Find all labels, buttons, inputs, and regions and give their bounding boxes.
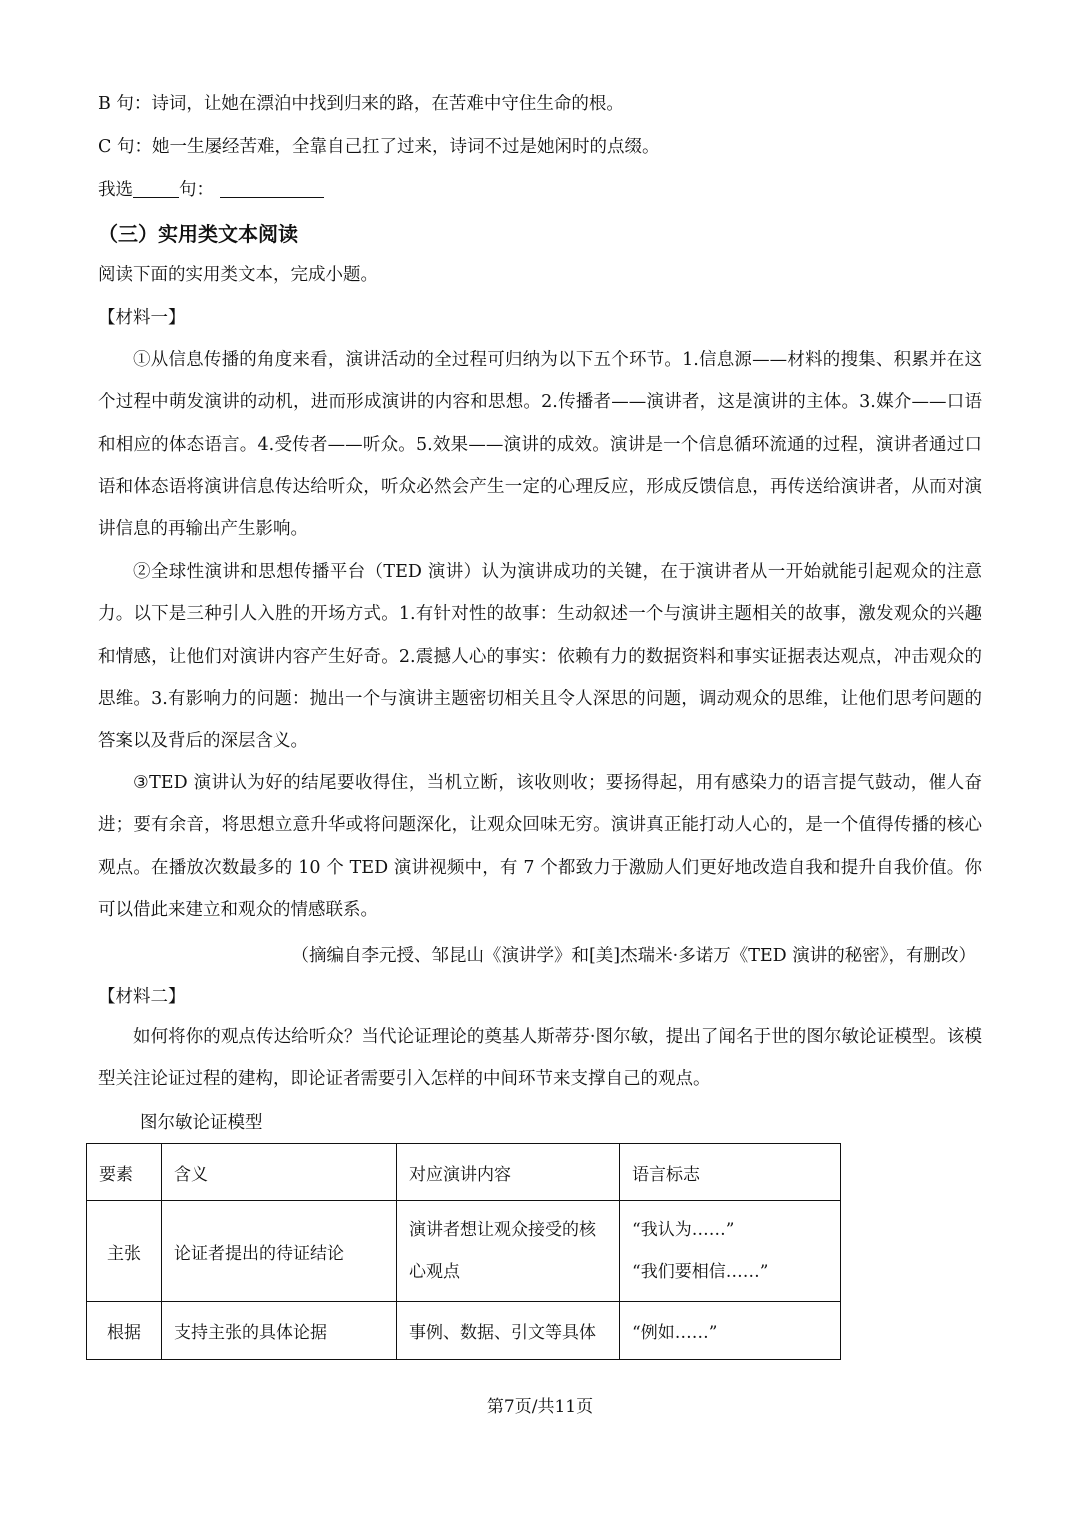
table-header-cell: 要素 xyxy=(87,1144,162,1201)
table-cell-element: 主张 xyxy=(87,1201,162,1302)
table-cell-content: 事例、数据、引文等具体 xyxy=(397,1302,620,1360)
table-row xyxy=(87,1302,841,1360)
toulmin-model-table xyxy=(86,1143,841,1360)
table-header-cell: 对应演讲内容 xyxy=(397,1144,620,1201)
table-cell-markers xyxy=(620,1201,841,1302)
marker-text: “例如……” xyxy=(632,1323,718,1343)
table-cell-markers xyxy=(620,1302,841,1360)
material1-paragraph-2: ②全球性演讲和思想传播平台（TED 演讲）认为演讲成功的关键，在于演讲者从一开始就能引起观众的注意力。以下是三种引人入胜的开场方式。1.有针对性的故事：生动叙述一个与演讲主题相关的故事，激发观众的兴趣和情感，让他们对演讲内容产生好奇。2.震撼人心的事实：依赖有力的数据资料和事实证据表达观点，冲击观众的思维。3.有影响力的问题：抛出一个与演讲主题密切相关且令人深思的问题，调动观众的思维，让他们思考问题的答案以及背后的深层含义。 xyxy=(98,562,982,752)
table-cell-element: 根据 xyxy=(87,1302,162,1360)
table-caption: 图尔敏论证模型 xyxy=(140,1113,263,1133)
option-b: B 句：诗词，让她在漂泊中找到归来的路，在苦难中守住生命的根。 xyxy=(98,94,624,114)
marker-text: “我认为……” xyxy=(632,1220,735,1240)
marker-text: “我们要相信……” xyxy=(632,1262,769,1282)
material1-source: （摘编自李元授、邹昆山《演讲学》和[美]杰瑞米·多诺万《TED 演讲的秘密》，有删改） xyxy=(291,946,976,966)
table-header-cell: 语言标志 xyxy=(620,1144,841,1201)
answer-blank-choice[interactable] xyxy=(133,179,179,198)
section-title: （三）实用类文本阅读 xyxy=(98,222,298,246)
table-row xyxy=(87,1201,841,1302)
material2-paragraph: 如何将你的观点传达给听众？当代论证理论的奠基人斯蒂芬·图尔敏，提出了闻名于世的图尔敏论证模型。该模型关注论证过程的建构，即论证者需要引入怎样的中间环节来支撑自己的观点。 xyxy=(98,1027,982,1090)
material1-paragraph-3: ③TED 演讲认为好的结尾要收得住，当机立断，该收则收；要扬得起，用有感染力的语言提气鼓动，催人奋进；要有余音，将思想立意升华或将问题深化，让观众回味无穷。演讲真正能打动人心的，是一个值得传播的核心观点。在播放次数最多的 10 个 TED 演讲视频中，有 7 个都致力于激励人们更好地改造自我和提升自我价值。你可以借此来建立和观众的情感联系。 xyxy=(98,773,982,920)
table-cell-meaning: 论证者提出的待证结论 xyxy=(162,1201,397,1302)
page-number: 第7页/共11页 xyxy=(486,1397,594,1417)
table-header-cell: 含义 xyxy=(162,1144,397,1201)
material1-heading: 【材料一】 xyxy=(98,308,186,328)
table-header-row xyxy=(87,1144,841,1201)
answer-prefix: 我选 xyxy=(98,180,133,200)
material2-heading: 【材料二】 xyxy=(98,987,186,1007)
answer-blank-sentence[interactable] xyxy=(220,179,324,198)
answer-middle: 句： xyxy=(179,180,214,200)
answer-line xyxy=(98,178,324,202)
material1-paragraph-1: ①从信息传播的角度来看，演讲活动的全过程可归纳为以下五个环节。1.信息源——材料的搜集、积累并在这个过程中萌发演讲的动机，进而形成演讲的内容和思想。2.传播者——演讲者，这是演讲的主体。3.媒介——口语和相应的体态语言。4.受传者——听众。5.效果——演讲的成效。演讲是一个信息循环流通的过程，演讲者通过口语和体态语将演讲信息传达给听众，听众必然会产生一定的心理反应，形成反馈信息，再传送给演讲者，从而对演讲信息的再输出产生影响。 xyxy=(98,350,982,540)
option-c: C 句：她一生屡经苦难，全靠自己扛了过来，诗词不过是她闲时的点缀。 xyxy=(98,137,660,157)
section-instruction: 阅读下面的实用类文本，完成小题。 xyxy=(98,265,378,285)
table-cell-meaning: 支持主张的具体论据 xyxy=(162,1302,397,1360)
table-cell-content: 演讲者想让观众接受的核心观点 xyxy=(397,1201,620,1302)
